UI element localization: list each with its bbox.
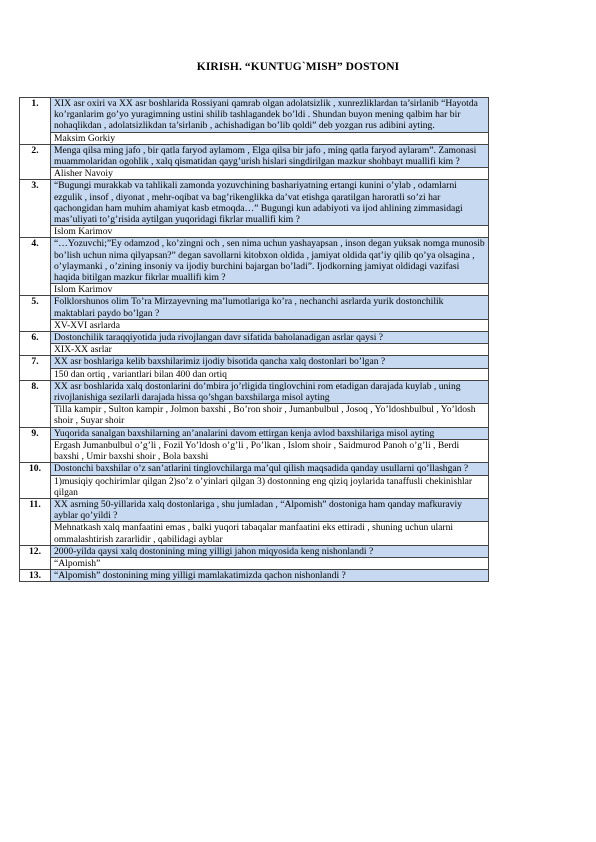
question-number: 1.: [20, 98, 51, 145]
answer-row: [20, 439, 489, 462]
question-number: 3.: [20, 180, 51, 238]
question-row: [20, 498, 489, 521]
question-number: 11.: [20, 498, 51, 545]
question-text: 2000-yilda qaysi xalq dostonining ming yilligi jahon miqyosida keng nishonlandi ?: [51, 545, 489, 557]
question-row: [20, 144, 489, 167]
question-text: Folklorshunos olim To’ra Mirzayevning ma’lumotlariga ko’ra , nechanchi asrlarda yurik dostonchilik maktablari paydo bo’lgan ?: [51, 296, 489, 319]
answer-text: Ergash Jumanbulbul o’g’li , Fozil Yo’ldosh o’g’li , Po’lkan , Islom shoir , Saidmurod Panoh o’g’li , Berdi baxshi , Umir baxshi shoir , Bola baxshi: [51, 439, 489, 462]
answer-text: Tilla kampir , Sulton kampir , Jolmon baxshi , Bo’ron shoir , Jumanbulbul , Josoq , Yo’ldoshbulbul , Yo’ldosh shoir , Suyar shoir: [51, 404, 489, 427]
answer-row: [20, 132, 489, 144]
answer-text: Islom Karimov: [51, 284, 489, 296]
question-text: XX asr boshlarida xalq dostonlarini do’mbira jo’rligida tinglovchini rom etadigan darajada kuylab , uning rivojlanishiga sezilarli darajada hissa qo’shgan baxshilarga misol ayting: [51, 380, 489, 403]
question-number: 9.: [20, 427, 51, 463]
answer-row: [20, 168, 489, 180]
answer-row: [20, 226, 489, 238]
question-text: “Bugungi murakkab va tahlikali zamonda yozuvchining bashariyatning ertangi kunini o’ylab , odamlarni ezgulik , insof , diyonat , mehr-oqibat va bag’rikenglikka da’vat etishga qaratilgan haroratli so’zi har qachongidan ham muhim ahamiyat kasb etmoqda…” Bugungi kun adabiyoti va ijod ahlining zimmasidagi mas’uliyati to’g’risida aytilgan yuqoridagi fikrlar muallifi kim ?: [51, 180, 489, 226]
answer-text: Maksim Gorkiy: [51, 132, 489, 144]
question-number: 10.: [20, 463, 51, 499]
qa-table-body: [20, 98, 489, 582]
question-text: “Alpomish” dostonining ming yilligi mamlakatimizda qachon nishonlandi ?: [51, 570, 489, 582]
question-number: 8.: [20, 380, 51, 427]
answer-text: Alisher Navoiy: [51, 168, 489, 180]
question-row: [20, 427, 489, 439]
question-text: Menga qilsa ming jafo , bir qatla faryod aylamom , Elga qilsa bir jafo , ming qatla faryod aylaram”. Zamonasi muammolaridan ogohlik , xalq qismatidan qayg’urish hislari singdirilgan mazkur shohbayt muallifi kim ?: [51, 144, 489, 167]
answer-row: [20, 404, 489, 427]
question-number: 4.: [20, 238, 51, 296]
question-number: 7.: [20, 356, 51, 380]
question-number: 2.: [20, 144, 51, 180]
question-row: [20, 570, 489, 582]
answer-row: [20, 284, 489, 296]
question-text: Dostonchilik taraqqiyotida juda rivojlangan davr sifatida baholanadigan asrlar qaysi ?: [51, 332, 489, 344]
question-row: [20, 380, 489, 403]
question-text: Yuqorida sanalgan baxshilarning an’analarini davom ettirgan kenja avlod baxshilariga misol ayting: [51, 427, 489, 439]
question-number: 5.: [20, 296, 51, 332]
document-title: KIRISH. “KUNTUG`MISH” DOSTONI: [196, 61, 400, 73]
question-text: XX asr boshlariga kelib baxshilarimiz ijodiy bisotida qancha xalq dostonlari bo’lgan ?: [51, 356, 489, 368]
answer-row: [20, 319, 489, 331]
question-number: 6.: [20, 332, 51, 356]
answer-row: [20, 475, 489, 498]
answer-text: Islom Karimov: [51, 226, 489, 238]
answer-text: “Alpomish”: [51, 557, 489, 569]
question-row: [20, 98, 489, 133]
question-text: XIX asr oxiri va XX asr boshlarida Rossiyani qamrab olgan adolatsizlik , xunrezliklardan ta’sirlanib “Hayotda ko’rganlarim go’yo yuragimning ustini shilib tashlagandek bo’ldi . Shundan buyon mening qalbim har bir nohaqlikdan , adolatsizlikdan ta’sirlanib , achishadigan bo’lib qoldi” deb yozgan rus adibini ayting.: [51, 98, 489, 133]
answer-row: [20, 344, 489, 356]
answer-text: XV-XVI asrlarda: [51, 319, 489, 331]
question-row: [20, 332, 489, 344]
answer-text: 150 dan ortiq , variantlari bilan 400 dan ortiq: [51, 368, 489, 380]
question-row: [20, 180, 489, 226]
qa-table: [19, 97, 489, 582]
question-row: [20, 296, 489, 319]
question-row: [20, 545, 489, 557]
answer-row: [20, 557, 489, 569]
question-number: 13.: [20, 570, 51, 582]
question-text: Dostonchi baxshilar o’z san’atlarini tinglovchilarga ma’qul qilish maqsadida qanday usullarni qo’llashgan ?: [51, 463, 489, 475]
answer-text: 1)musiqiy qochirimlar qilgan 2)so’z o’yinlari qilgan 3) dostonning eng qiziq joylarida tanaffusli chekinishlar qilgan: [51, 475, 489, 498]
question-row: [20, 356, 489, 368]
answer-text: XIX-XX asrlar: [51, 344, 489, 356]
answer-text: Mehnatkash xalq manfaatini emas , balki yuqori tabaqalar manfaatini eks ettiradi , shuning uchun ularni ommalashtirish zararlidir , qabilidagi ayblar: [51, 522, 489, 545]
question-text: XX asrning 50-yillarida xalq dostonlariga , shu jumladan , “Alpomish” dostoniga ham qanday mafkuraviy ayblar qo’yildi ?: [51, 498, 489, 521]
question-text: “…Yozuvchi;”Ey odamzod , ko’zingni och , sen nima uchun yashayapsan , inson degan yuksak nomga munosib bo’lish uchun nima qilyapsan?” degan savollarni kitobxon oldida , jamiyat oldida qat’iy qilib qo’ya olsagina , o’ylaymanki , o’zining insoniy va ijodiy burchini bajargan bo’ladi”. Ijodkorning jamiyat oldidagi vazifasi haqida bitilgan mazkur fikrlar muallifi kim ?: [51, 238, 489, 284]
answer-row: [20, 522, 489, 545]
question-row: [20, 238, 489, 284]
question-row: [20, 463, 489, 475]
answer-row: [20, 368, 489, 380]
question-number: 12.: [20, 545, 51, 569]
